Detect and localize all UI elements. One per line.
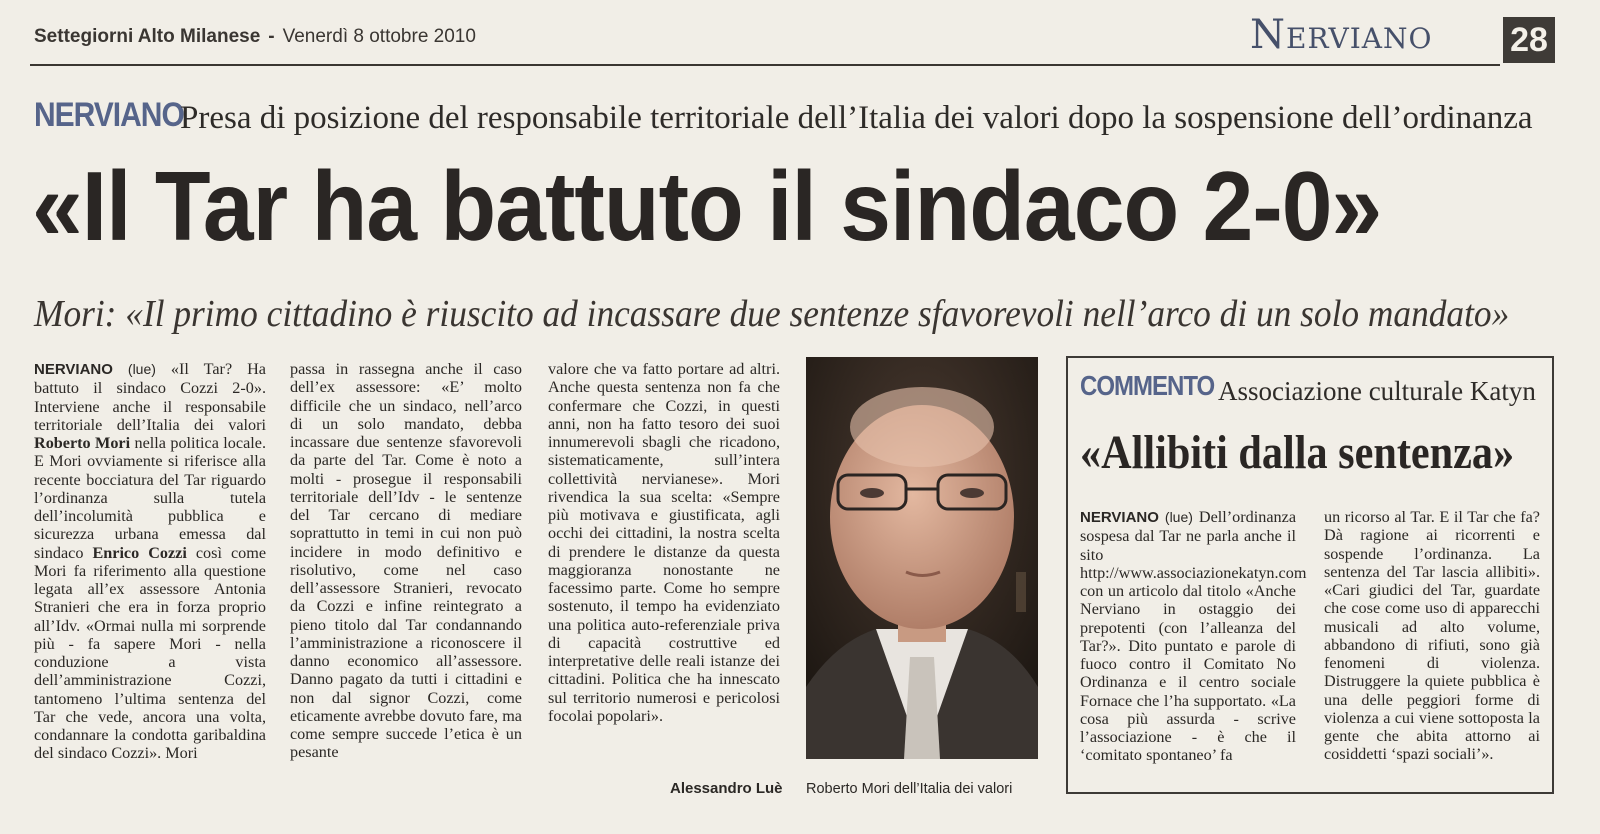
- name-roberto-mori: Roberto Mori: [34, 434, 131, 452]
- article-column-1: [34, 360, 266, 763]
- comment-title: «Allibiti dalla sentenza»: [1080, 426, 1515, 479]
- publication-name: Settegiorni Alto Milanese: [34, 26, 261, 47]
- kicker-tag: NERVIANO: [34, 96, 184, 134]
- page-number: 28: [1503, 17, 1555, 63]
- column-1-text-a: «Il Tar? Ha battuto il sindaco Cozzi 2-0». Interviene anche il responsabile territoriale dell’Italia dei valori: [34, 360, 266, 434]
- comment-tag: COMMENTO: [1080, 371, 1215, 403]
- byline: Alessandro Luè: [670, 780, 783, 797]
- comment-dateline-author: (lue): [1164, 509, 1193, 525]
- dateline-author: (lue): [127, 361, 156, 377]
- comment-column-1: [1080, 508, 1307, 765]
- comment-column-2-text: un ricorso al Tar. E il Tar che fa? Dà ragione ai ricorrenti e sospende l’ordinanza. La sentenza del Tar lascia allibiti». «Cari giudici del Tar, guardate che cose come uso di apparecchi musicali ad alto volume, abbandono di rifiuti, sono già fenomeni di violenza. Distruggere la quiete pubblica è una delle peggiori forme di violenza a cui viene sottoposta la gente che abita attorno ai cosiddetti ‘spazi sociali’».: [1324, 508, 1540, 764]
- comment-dateline-place: NERVIANO: [1080, 509, 1159, 526]
- portrait-illustration: [806, 357, 1038, 759]
- issue-date: Venerdì 8 ottobre 2010: [282, 26, 476, 47]
- column-1-text-c: così come Mori fa riferimento alla questione legata all’ex assessore Antonia Stranieri che era in forza proprio all’Idv. «Ormai nulla mi sorprende più - fa sapere Mori - nella conduzione a vista dell’amministrazione Cozzi, tantomeno l’ultima sentenza del Tar che vede, ancora una volta, condannare la condotta garibaldina del sindaco Cozzi». Mori: [34, 543, 267, 763]
- column-2-text: passa in rassegna anche il caso dell’ex assessore: «E’ molto difficile che un sindaco, nell’arco di un solo mandato, debba incassare due sentenze sfavorevoli da parte del Tar. Come è noto a molti - prosegue il responsabili territoriale dell’Idv - le sentenze del Tar cercano di mediare soprattutto in temi in cui non può incidere in modo definitivo e risolutivo, come nel caso dell’assessore Stranieri, revocato da Cozzi e infine reintegrato a pieno titolo dal Tar condannando l’amministrazione a riconoscere il danno economico all’assessore. Danno pagato da tutti i cittadini e non dal signor Cozzi, come eticamente avrebbe dovuto fare, ma come sempre succede l’etica è un pesante: [290, 360, 522, 762]
- comment-column-1-text: Dell’ordinanza sospesa dal Tar ne parla anche il sito http://www.associazionekatyn.com con un articolo dal titolo «Anche Nerviano in ostaggio dei prepotenti (con l’alleanza del Tar?». Dito puntato e parole di fuoco contro il Comitato No Ordinanza e il centro sociale Fornace che l’ha supportato. «La cosa più assurda - scrive l’associazione - è che il ‘comitato spontaneo’ fa: [1080, 508, 1307, 765]
- section-name: Nerviano: [1250, 12, 1433, 58]
- kicker: Presa di posizione del responsabile territoriale dell’Italia dei valori dopo la sospensione dell’ordinanza: [180, 100, 1533, 136]
- name-enrico-cozzi: Enrico Cozzi: [92, 543, 187, 562]
- column-3-text: valore che va fatto portare ad altri. Anche questa sentenza non fa che confermare che Cozzi, in questi anni, non ha fatto tesoro dei suoi innumerevoli sbagli che ricadono, sistematicamente, sull’intera collettività nervianese». Mori rivendica la sua scelta: «Sempre più motivava e giustificata, agli occhi dei cittadini, la nostra scelta di prendere le distanze da questa maggioranza nonostante ne facessimo parte. Come ho sempre sostenuto, il tempo ha evidenziato una politica auto-referenziale priva di capacità costruttive ed interpretative delle reali istanze dei cittadini. Politica che ha innescato sul territorio numerosi e pericolosi focolai popolari».: [548, 360, 780, 725]
- photo-caption: Roberto Mori dell’Italia dei valori: [806, 781, 1013, 797]
- comment-kicker: Associazione culturale Katyn: [1218, 376, 1536, 406]
- portrait-photo: [806, 357, 1038, 759]
- comment-column-2: [1324, 508, 1540, 764]
- article-column-2: [290, 360, 522, 762]
- masthead-separator: -: [268, 26, 275, 47]
- headline: «Il Tar ha battuto il sindaco 2-0»: [32, 151, 1382, 261]
- deck: Mori: «Il primo cittadino è riuscito ad incassare due sentenze sfavorevoli nell’arco di un solo mandato»: [34, 293, 1510, 335]
- header-rule: [30, 64, 1500, 66]
- article-column-3: [548, 360, 780, 725]
- dateline-place: NERVIANO: [34, 361, 113, 378]
- masthead: [34, 26, 476, 48]
- column-1-text-b: nella politica locale. E Mori ovviamente si riferisce alla recente bocciatura del Tar riguardo l’ordinanza sulla tutela dell’incolumità pubblica e sicurezza urbana emessa dal sindaco: [34, 434, 266, 562]
